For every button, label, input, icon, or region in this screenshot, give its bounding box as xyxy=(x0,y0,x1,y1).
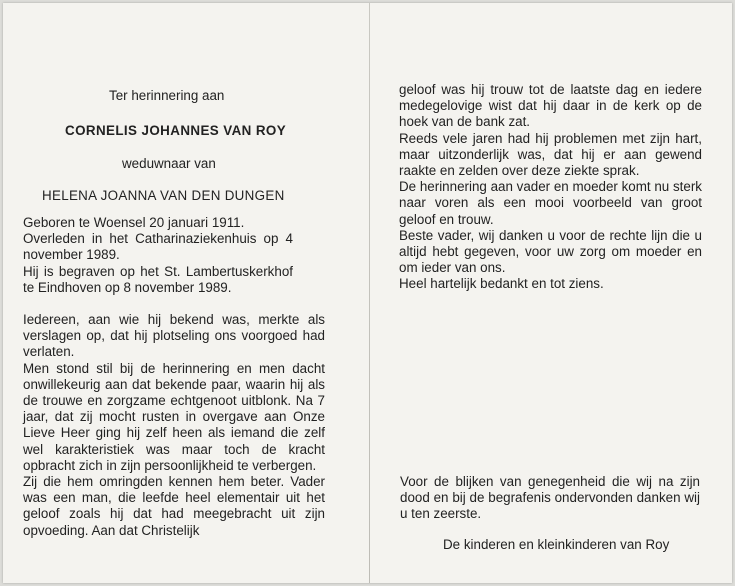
facts-block xyxy=(23,215,293,296)
body-paragraph: Beste vader, wij danken u voor de rechte lijn die u altijd hebt gegeven, voor uw zorg om moeder en om ieder van ons. xyxy=(399,227,702,276)
deceased-name: CORNELIS JOHANNES VAN ROY xyxy=(65,123,287,138)
body-paragraph: geloof was hij trouw tot de laatste dag en iedere medegelovige wist dat hij daar in de kerk op de hoek van de bank zat. xyxy=(399,82,702,130)
birth-fact: Geboren te Woensel 20 januari 1911. xyxy=(23,215,245,230)
body-paragraph: Zij die hem omringden kennen hem beter. Vader was een man, die leefde heel elementair uit het geloof zoals hij dat had meegebracht uit zijn opvoeding. Aan dat Christelijk xyxy=(23,474,325,538)
body-paragraph: Heel hartelijk bedankt en tot ziens. xyxy=(399,276,604,292)
burial-fact: Hij is begraven op het St. Lambertuskerkhof te Eindhoven op 8 november 1989. xyxy=(23,263,293,295)
left-body xyxy=(23,312,325,539)
body-paragraph: De herinnering aan vader en moeder komt nu sterk naar voren als een mooi voorbeeld van groot geloof en trouw. xyxy=(399,179,702,227)
memorial-card xyxy=(3,3,732,583)
spouse-name: HELENA JOANNA VAN DEN DUNGEN xyxy=(42,188,285,203)
body-paragraph: Reeds vele jaren had hij problemen met zijn hart, maar uitzonderlijk was, dat hij er aan gewend raakte en zelden over deze ziekte sprak. xyxy=(399,130,702,179)
body-paragraph: Iedereen, aan wie hij bekend was, merkte als verslagen op, dat hij plotseling ons voorgoed had verlaten. xyxy=(23,312,325,360)
relation-line: weduwnaar van xyxy=(122,156,216,171)
body-paragraph: Men stond stil bij de herinnering en men dacht onwillekeurig aan dat bekende paar, waarin hij als de trouwe en zorgzame echtgenoot uitblonk. Na 7 jaar, dat zij mocht rusten in overgave aan Onze Lieve Heer ging hij zelf heen als iemand die zelf wel karakteristiek was maar toch de kracht opbracht zich in zijn persoonlijkheid te verbergen. xyxy=(23,360,325,473)
thanks-block xyxy=(400,474,700,523)
thanks-text: Voor de blijken van genegenheid die wij na zijn dood en bij de begrafenis ondervonden danken wij u ten zeerste. xyxy=(400,474,700,522)
signature-line: De kinderen en kleinkinderen van Roy xyxy=(443,537,670,552)
right-body xyxy=(399,82,702,293)
death-fact: Overleden in het Catharinaziekenhuis op 4 november 1989. xyxy=(23,231,293,263)
intro-line: Ter herinnering aan xyxy=(109,88,225,103)
card-fold xyxy=(369,3,370,583)
